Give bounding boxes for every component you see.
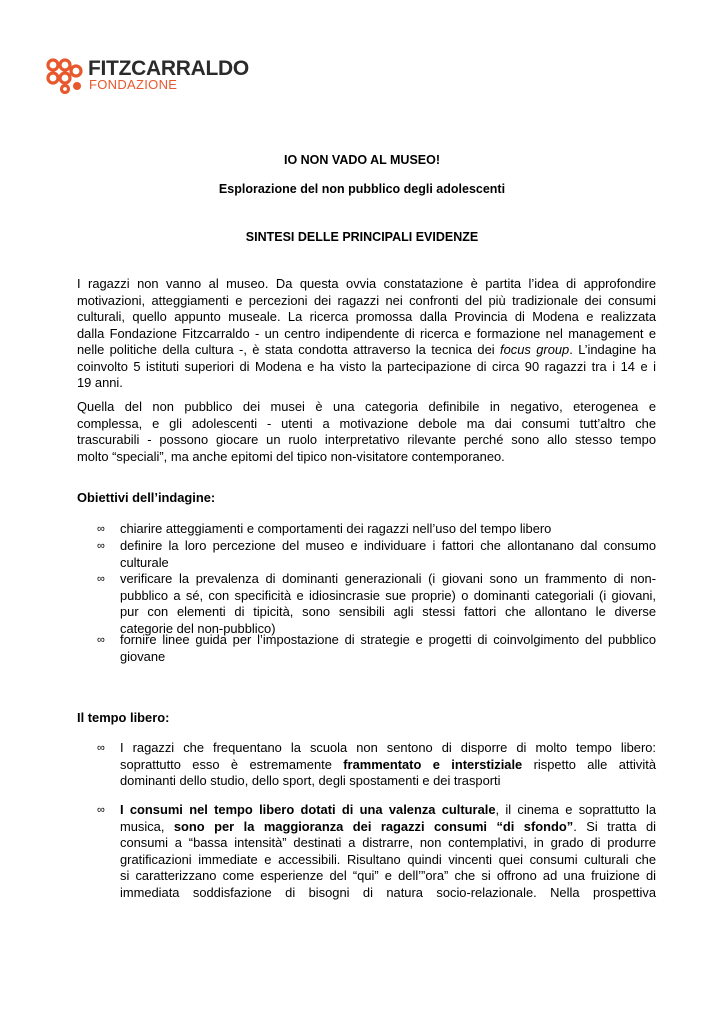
text-line: dominanti dello studio, dello sport, degli spostamenti e dei trasporti bbox=[120, 773, 501, 788]
text-line: molto “speciali”, ma anche epitomi del tipico non-visitatore contemporaneo. bbox=[77, 448, 505, 464]
text-line bbox=[120, 802, 656, 819]
document-title: IO NON VADO AL MUSEO! bbox=[283, 153, 441, 167]
text-line: motivazioni, atteggiamenti e percezioni dei ragazzi nei confronti del più tradizionale dei consumi bbox=[77, 292, 656, 308]
list-item-text bbox=[120, 571, 656, 637]
text-run: musica, bbox=[120, 818, 174, 834]
objectives-heading: Obiettivi dell’indagine: bbox=[77, 490, 216, 505]
list-item-text bbox=[120, 538, 656, 571]
intro-paragraph bbox=[77, 276, 656, 392]
text-line: immediata soddisfazione di bisogni di natura socio-relazionale. Nella prospettiva bbox=[120, 884, 656, 900]
text-line: si caratterizzano come esperienze del “qui” e dell’”ora” che si offrono ad una fruizione di bbox=[120, 868, 656, 883]
text-line: giovane bbox=[120, 648, 166, 664]
bold-text: I consumi nel tempo libero dotati di una valenza culturale bbox=[120, 802, 496, 817]
free-time-heading: Il tempo libero: bbox=[77, 710, 170, 725]
text-line bbox=[120, 819, 656, 836]
text-line: 19 anni. bbox=[77, 375, 123, 390]
logo-subtitle: FONDAZIONE bbox=[89, 77, 178, 92]
infinity-bullet-icon: ∞ bbox=[97, 573, 105, 585]
text-run: soprattutto esso è estremamente bbox=[120, 756, 344, 772]
infinity-bullet-icon: ∞ bbox=[97, 634, 105, 646]
text-line: trascurabili - possono giocare un ruolo interpretativo rilevante perché sono allo stesso tempo bbox=[77, 432, 656, 447]
list-item-text bbox=[120, 632, 656, 665]
text-run: rispetto alle attività bbox=[522, 756, 656, 772]
text-line: pur con elementi di tipicità, sono sensibili agli stessi fattori che allontano le diverse bbox=[120, 604, 656, 619]
text-line bbox=[77, 342, 656, 359]
section-title: SINTESI DELLE PRINCIPALI EVIDENZE bbox=[245, 230, 479, 244]
text-line: culturali, quello appunto museale. La ricerca promossa dalla Provincia di Modena e realizzata bbox=[77, 309, 656, 324]
italic-term: focus group bbox=[500, 342, 570, 357]
fitzcarraldo-logo bbox=[46, 56, 249, 96]
document-subtitle: Esplorazione del non pubblico degli adolescenti bbox=[218, 182, 506, 196]
text-line: pubblico a sé, con specificità e idiosincrasie sue proprie) o dominanti categoriali (i giovani, bbox=[120, 587, 656, 603]
bold-text: sono per la maggioranza dei ragazzi consumi “di sfondo” bbox=[173, 818, 574, 834]
text-line: coinvolto 5 istituti superiori di Modena e ha visto la partecipazione di circa 90 ragazzi tra i 14 e i bbox=[77, 358, 656, 374]
text-line: consumi a “bassa intensità” destinati a distrarre, non contemplativi, in grado di produrre bbox=[120, 835, 656, 850]
text-line: fornire linee guida per l’impostazione di strategie e progetti di coinvolgimento del pubblico bbox=[120, 632, 656, 647]
list-item-text bbox=[120, 802, 656, 901]
list-item-text bbox=[120, 740, 656, 790]
text-line: gratificazioni immediate e accessibili. Risultano quindi vincenti quei consumi culturali che bbox=[120, 851, 656, 867]
logo-mark-icon bbox=[46, 58, 84, 94]
text-run: . L’indagine ha bbox=[569, 342, 656, 357]
text-run: , il cinema e soprattutto la bbox=[495, 802, 656, 817]
infinity-bullet-icon: ∞ bbox=[97, 540, 105, 552]
text-line: dalla Fondazione Fitzcarraldo - un centro indipendente di ricerca e formazione nel management e bbox=[77, 325, 656, 341]
text-line: culturale bbox=[120, 554, 169, 570]
text-line: Quella del non pubblico dei musei è una categoria definibile in negativo, eterogenea e bbox=[77, 399, 656, 414]
text-line bbox=[120, 757, 656, 774]
text-line: categorie del non-pubblico) bbox=[120, 620, 276, 636]
text-line: I ragazzi che frequentano la scuola non sentono di disporre di molto tempo libero: bbox=[120, 740, 656, 755]
text-run: nelle politiche della cultura -, è stata condotta attraverso la tecnica dei bbox=[77, 342, 501, 357]
bold-text: frammentato e interstiziale bbox=[343, 756, 523, 772]
list-item-text bbox=[120, 521, 656, 538]
text-line: complessa, e gli adolescenti - utenti a motivazione debole ma dai consumi tutt’altro che bbox=[77, 415, 656, 431]
text-line: definire la loro percezione del museo e individuare i fattori che allontanano dal consumo bbox=[120, 538, 656, 553]
second-paragraph bbox=[77, 399, 656, 465]
infinity-bullet-icon: ∞ bbox=[97, 523, 105, 535]
text-line: chiarire atteggiamenti e comportamenti dei ragazzi nell’uso del tempo libero bbox=[120, 521, 552, 536]
logo-name: FITZCARRALDO bbox=[88, 57, 249, 80]
infinity-bullet-icon: ∞ bbox=[97, 804, 105, 816]
text-line: I ragazzi non vanno al museo. Da questa ovvia constatazione è partita l’idea di approfondire bbox=[77, 276, 656, 291]
text-run: . Si tratta di bbox=[573, 818, 656, 834]
text-line: verificare la prevalenza di dominanti generazionali (i giovani sono un frammento di non- bbox=[120, 571, 656, 586]
infinity-bullet-icon: ∞ bbox=[97, 742, 105, 754]
